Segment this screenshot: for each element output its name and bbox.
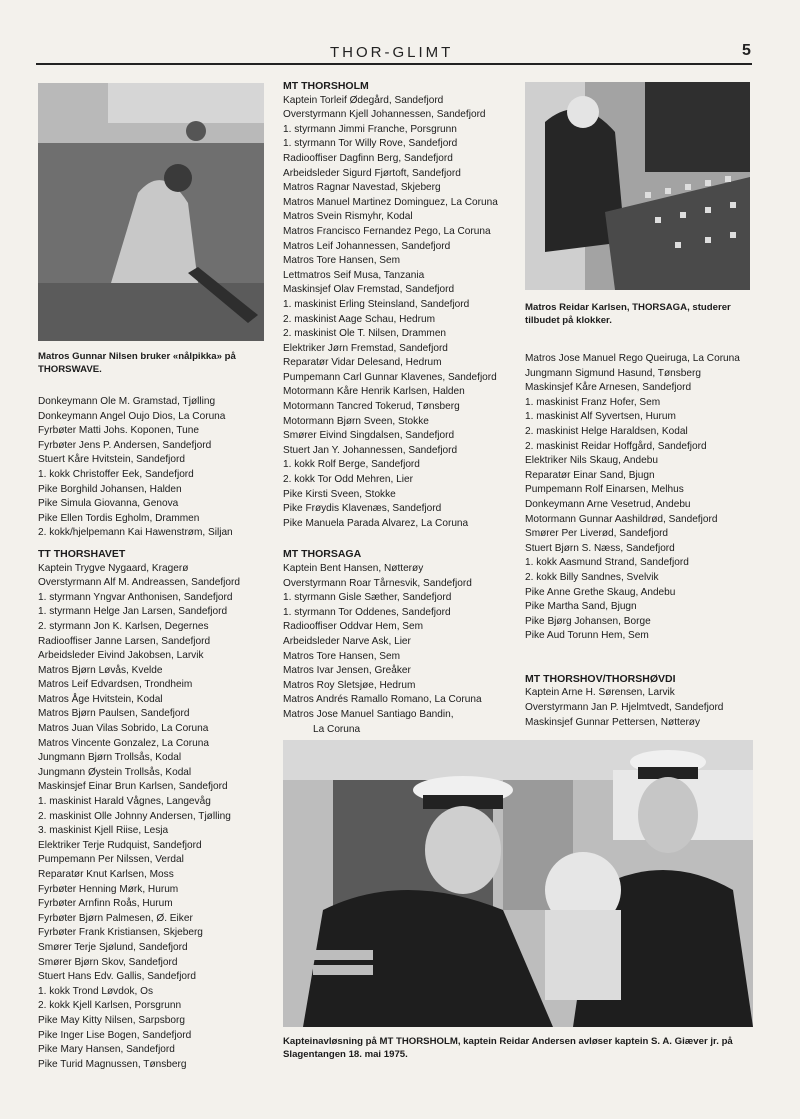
crew-line: Donkeymann Angel Oujo Dios, La Coruna xyxy=(38,410,226,422)
crew-line: 1. maskinist Harald Vågnes, Langevåg xyxy=(38,796,211,808)
crew-line: Fyrbøter Jens P. Andersen, Sandefjord xyxy=(38,439,212,451)
crew-line: 1. styrmann Jimmi Franche, Porsgrunn xyxy=(283,123,457,135)
crew-line: Matros Roy Sletsjøe, Hedrum xyxy=(283,679,416,691)
crew-line: Stuert Bjørn S. Næss, Sandefjord xyxy=(525,542,675,554)
crew-line: Matros Åge Hvitstein, Kodal xyxy=(38,693,163,705)
column-middle xyxy=(283,79,521,737)
crew-line: Pike Aud Torunn Hem, Sem xyxy=(525,630,649,642)
crew-line: Pike Martha Sand, Bjugn xyxy=(525,601,637,613)
crew-line: 2. kokk Billy Sandnes, Svelvik xyxy=(525,571,659,583)
photo-sailor-watches xyxy=(525,82,750,290)
crew-line: Pike Ellen Tordis Egholm, Drammen xyxy=(38,512,200,524)
crew-line: Radiooffiser Oddvar Hem, Sem xyxy=(283,621,424,633)
column-right xyxy=(525,352,761,730)
crew-line: Pumpemann Carl Gunnar Klavenes, Sandefjord xyxy=(283,371,497,383)
crew-line: Matros Bjørn Paulsen, Sandefjord xyxy=(38,708,190,720)
crew-line: Fyrbøter Frank Kristiansen, Skjeberg xyxy=(38,927,203,939)
crew-line: Maskinsjef Einar Brun Karlsen, Sandefjord xyxy=(38,781,228,793)
crew-line: Matros Jose Manuel Santiago Bandin, xyxy=(283,708,454,720)
crew-list-thorshov xyxy=(525,686,761,730)
photo-caption-top-right: Matros Reidar Karlsen, THORSAGA, studerer tilbudet på klokker. xyxy=(525,302,731,326)
crew-line: Fyrbøter Henning Mørk, Hurum xyxy=(38,883,179,895)
crew-line: Reparatør Einar Sand, Bjugn xyxy=(525,469,655,481)
crew-list-thorshavet xyxy=(38,562,278,1073)
crew-line: Smører Terje Sjølund, Sandefjord xyxy=(38,941,188,953)
crew-line: Fyrbøter Bjørn Palmesen, Ø. Eiker xyxy=(38,912,193,924)
crew-line: Elektriker Nils Skaug, Andebu xyxy=(525,455,658,467)
section-title-thorsholm: MT THORSHOLM xyxy=(283,80,369,92)
crew-line: Elektriker Terje Rudquist, Sandefjord xyxy=(38,839,202,851)
section-title-thorsaga: MT THORSAGA xyxy=(283,548,362,561)
crew-line: Fyrbøter Matti Johs. Koponen, Tune xyxy=(38,425,200,437)
crew-line: 2. kokk Tor Odd Mehren, Lier xyxy=(283,474,413,486)
crew-line: Kaptein Trygve Nygaard, Kragerø xyxy=(38,562,189,574)
crew-line: 1. maskinist Erling Steinsland, Sandefjord xyxy=(283,298,470,310)
photo-captains-bridge xyxy=(283,740,753,1027)
crew-line: Arbeidsleder Narve Ask, Lier xyxy=(283,635,411,647)
crew-line: 3. maskinist Kjell Riise, Lesja xyxy=(38,825,169,837)
crew-line: Pike Simula Giovanna, Genova xyxy=(38,498,179,510)
crew-line: Matros Leif Edvardsen, Trondheim xyxy=(38,679,193,691)
crew-line: Reparatør Knut Karlsen, Moss xyxy=(38,869,174,880)
page-header-title: THOR-GLIMT xyxy=(330,44,454,61)
crew-line: Stuert Kåre Hvitstein, Sandefjord xyxy=(38,454,185,466)
crew-line: Jungmann Sigmund Hasund, Tønsberg xyxy=(525,367,701,379)
crew-line: 1. styrmann Gisle Sæther, Sandefjord xyxy=(283,592,452,604)
crew-line: 1. styrmann Tor Oddenes, Sandefjord xyxy=(283,606,451,618)
crew-line: Pumpemann Rolf Einarsen, Melhus xyxy=(525,484,684,496)
crew-line: 2. maskinist Aage Schau, Hedrum xyxy=(283,313,436,325)
crew-line: Arbeidsleder Sigurd Fjørtoft, Sandefjord xyxy=(283,167,461,179)
crew-line: Pike Borghild Johansen, Halden xyxy=(38,483,182,495)
crew-line: 2. kokk Kjell Karlsen, Porsgrunn xyxy=(38,1000,182,1012)
crew-line: 2. maskinist Olle Johnny Andersen, Tjølling xyxy=(38,810,231,822)
crew-line: Elektriker Jørn Fremstad, Sandefjord xyxy=(283,342,448,354)
crew-line: 1. maskinist Alf Syvertsen, Hurum xyxy=(525,411,676,423)
crew-line: 2. kokk/hjelpemann Kai Hawenstrøm, Siljan xyxy=(38,527,233,539)
crew-line: Smører Per Liverød, Sandefjord xyxy=(525,528,669,540)
crew-line: Overstyrmann Roar Tårnesvik, Sandefjord xyxy=(283,577,472,589)
crew-line: Pike Bjørg Johansen, Borge xyxy=(525,615,651,627)
crew-line: Pike Turid Magnussen, Tønsberg xyxy=(38,1058,187,1070)
crew-line: Matros Manuel Martinez Dominguez, La Coruna xyxy=(283,196,498,208)
crew-line: Radiooffiser Dagfinn Berg, Sandefjord xyxy=(283,152,453,164)
crew-line: 1. kokk Christoffer Eek, Sandefjord xyxy=(38,468,194,480)
crew-line: Matros Jose Manuel Rego Queiruga, La Coruna xyxy=(525,353,740,364)
photo-sailor-deck xyxy=(38,83,264,341)
crew-line: Matros Svein Rismyhr, Kodal xyxy=(283,211,413,223)
crew-line: Matros Tore Hansen, Sem xyxy=(283,650,401,662)
photo-caption-bottom: Kapteinavløsning på MT THORSHOLM, kaptein Reidar Andersen avløser kaptein S. A. Giæver jr. på Slagentangen 18. mai 1975. xyxy=(283,1036,733,1060)
crew-line: Matros Ragnar Navestad, Skjeberg xyxy=(283,182,441,194)
crew-line: Matros Bjørn Løvås, Kvelde xyxy=(38,664,163,676)
crew-line: Fyrbøter Arnfinn Roås, Hurum xyxy=(38,898,173,910)
crew-line: Matros Leif Johannessen, Sandefjord xyxy=(283,240,451,252)
crew-line: 1. kokk Rolf Berge, Sandefjord xyxy=(283,459,420,471)
crew-line: Matros Andrés Ramallo Romano, La Coruna xyxy=(283,694,482,706)
crew-line: Lettmatros Seif Musa, Tanzania xyxy=(283,269,425,281)
crew-line: Jungmann Øystein Trollsås, Kodal xyxy=(38,766,192,778)
crew-line: Matros Vincente Gonzalez, La Coruna xyxy=(38,737,209,749)
crew-line: Reparatør Vidar Delesand, Hedrum xyxy=(283,357,442,369)
crew-line: Motormann Tancred Tokerud, Tønsberg xyxy=(283,401,460,413)
crew-line: 1. styrmann Yngvar Anthonisen, Sandefjord xyxy=(38,591,233,603)
crew-line: Matros Juan Vilas Sobrido, La Coruna xyxy=(38,723,209,735)
crew-line: Pike Frøydis Klavenæs, Sandefjord xyxy=(283,503,442,515)
crew-line: Donkeymann Arne Vesetrud, Andebu xyxy=(525,498,691,510)
crew-line: Motormann Bjørn Sveen, Stokke xyxy=(283,415,429,427)
section-title-thorshov: MT THORSHOV/THORSHØVDI xyxy=(525,672,676,685)
crew-line: 2. maskinist Ole T. Nilsen, Drammen xyxy=(283,328,447,340)
crew-line: La Coruna xyxy=(313,723,361,735)
crew-line: Motormann Gunnar Aashildrød, Sandefjord xyxy=(525,513,718,525)
crew-line: Stuert Hans Edv. Gallis, Sandefjord xyxy=(38,971,197,983)
crew-line: Pike Mary Hansen, Sandefjord xyxy=(38,1044,175,1056)
crew-line: Kaptein Arne H. Sørensen, Larvik xyxy=(525,687,675,699)
crew-list-thorsaga-continued xyxy=(525,352,761,644)
crew-line: Donkeymann Ole M. Gramstad, Tjølling xyxy=(38,396,216,407)
crew-line: Maskinsjef Kåre Arnesen, Sandefjord xyxy=(525,382,692,394)
section-title-thorshavet: TT THORSHAVET xyxy=(38,547,126,560)
page-number: 5 xyxy=(742,42,751,59)
crew-line: Stuert Jan Y. Johannessen, Sandefjord xyxy=(283,444,458,456)
crew-line: Smører Eivind Singdalsen, Sandefjord xyxy=(283,430,455,442)
crew-line: Pike Kirsti Sveen, Stokke xyxy=(283,488,396,500)
crew-line: 1. kokk Aasmund Strand, Sandefjord xyxy=(525,557,689,569)
crew-line: Smører Bjørn Skov, Sandefjord xyxy=(38,956,178,968)
crew-line: Radiooffiser Janne Larsen, Sandefjord xyxy=(38,635,211,647)
crew-line: Kaptein Torleif Ødegård, Sandefjord xyxy=(283,94,444,106)
crew-line: Motormann Kåre Henrik Karlsen, Halden xyxy=(283,386,465,398)
header-rule xyxy=(36,63,752,65)
crew-line: Pike Inger Lise Bogen, Sandefjord xyxy=(38,1029,192,1041)
crew-line: 1. kokk Trond Løvdok, Os xyxy=(38,985,154,997)
crew-line: Pumpemann Per Nilssen, Verdal xyxy=(38,854,184,866)
crew-line: Pike May Kitty Nilsen, Sarpsborg xyxy=(38,1014,185,1026)
column-left xyxy=(38,395,278,1072)
crew-line: Arbeidsleder Eivind Jakobsen, Larvik xyxy=(38,650,204,662)
crew-line: Matros Tore Hansen, Sem xyxy=(283,255,401,267)
crew-line: 2. maskinist Reidar Hoffgård, Sandefjord xyxy=(525,440,707,452)
crew-line: Maskinsjef Olav Fremstad, Sandefjord xyxy=(283,284,455,296)
crew-list-thorsaga xyxy=(283,562,521,737)
crew-list-continued xyxy=(38,395,278,541)
crew-line: Kaptein Bent Hansen, Nøtterøy xyxy=(283,563,424,574)
crew-line: Matros Francisco Fernandez Pego, La Coruna xyxy=(283,225,491,237)
crew-line: Pike Manuela Parada Alvarez, La Coruna xyxy=(283,517,469,529)
crew-line: Overstyrmann Alf M. Andreassen, Sandefjord xyxy=(38,577,240,589)
crew-line: 2. maskinist Helge Haraldsen, Kodal xyxy=(525,425,688,437)
crew-line: Overstyrmann Jan P. Hjelmtvedt, Sandefjord xyxy=(525,702,724,714)
crew-line: 1. maskinist Franz Hofer, Sem xyxy=(525,396,661,408)
crew-line: Jungmann Bjørn Trollsås, Kodal xyxy=(38,752,182,764)
photo-caption-top-left: Matros Gunnar Nilsen bruker «nålpikka» på THORSWAVE. xyxy=(38,351,236,375)
crew-line: 1. styrmann Helge Jan Larsen, Sandefjord xyxy=(38,606,228,618)
crew-list-thorsholm xyxy=(283,94,521,532)
crew-line: Overstyrmann Kjell Johannessen, Sandefjord xyxy=(283,109,486,121)
crew-line: Pike Anne Grethe Skaug, Andebu xyxy=(525,586,676,598)
crew-line: 2. styrmann Jon K. Karlsen, Degernes xyxy=(38,620,209,632)
crew-line: Matros Ivar Jensen, Greåker xyxy=(283,665,411,677)
crew-line: Maskinsjef Gunnar Pettersen, Nøtterøy xyxy=(525,716,701,728)
crew-line: 1. styrmann Tor Willy Rove, Sandefjord xyxy=(283,138,458,150)
